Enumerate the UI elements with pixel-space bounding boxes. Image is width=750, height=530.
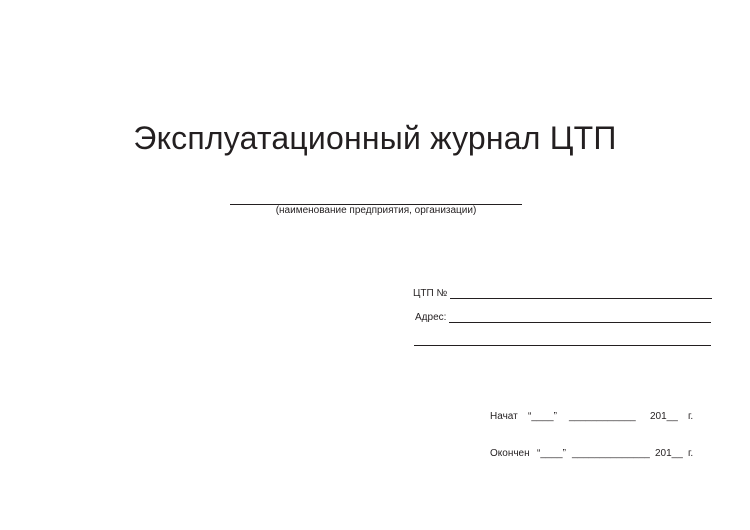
end-year-blank: 201__ [655, 448, 683, 459]
address-label: Адрес: [415, 312, 447, 323]
address-line-2 [414, 345, 711, 346]
document-title: Эксплуатационный журнал ЦТП [133, 120, 617, 156]
ctp-number-line [450, 298, 712, 299]
end-month-blank: ______________ [572, 448, 650, 459]
ctp-number-label: ЦТП № [413, 288, 448, 299]
start-month-blank: ____________ [569, 411, 636, 422]
address-line-1 [449, 322, 711, 323]
start-day-blank: “____” [528, 411, 557, 422]
end-date-label: Окончен [490, 448, 530, 459]
start-year-suffix: г. [688, 411, 694, 422]
start-date-label: Начат [490, 411, 518, 422]
end-day-blank: “____” [537, 448, 566, 459]
organization-caption: (наименование предприятия, организации) [275, 205, 477, 216]
start-year-blank: 201__ [650, 411, 678, 422]
end-year-suffix: г. [688, 448, 694, 459]
